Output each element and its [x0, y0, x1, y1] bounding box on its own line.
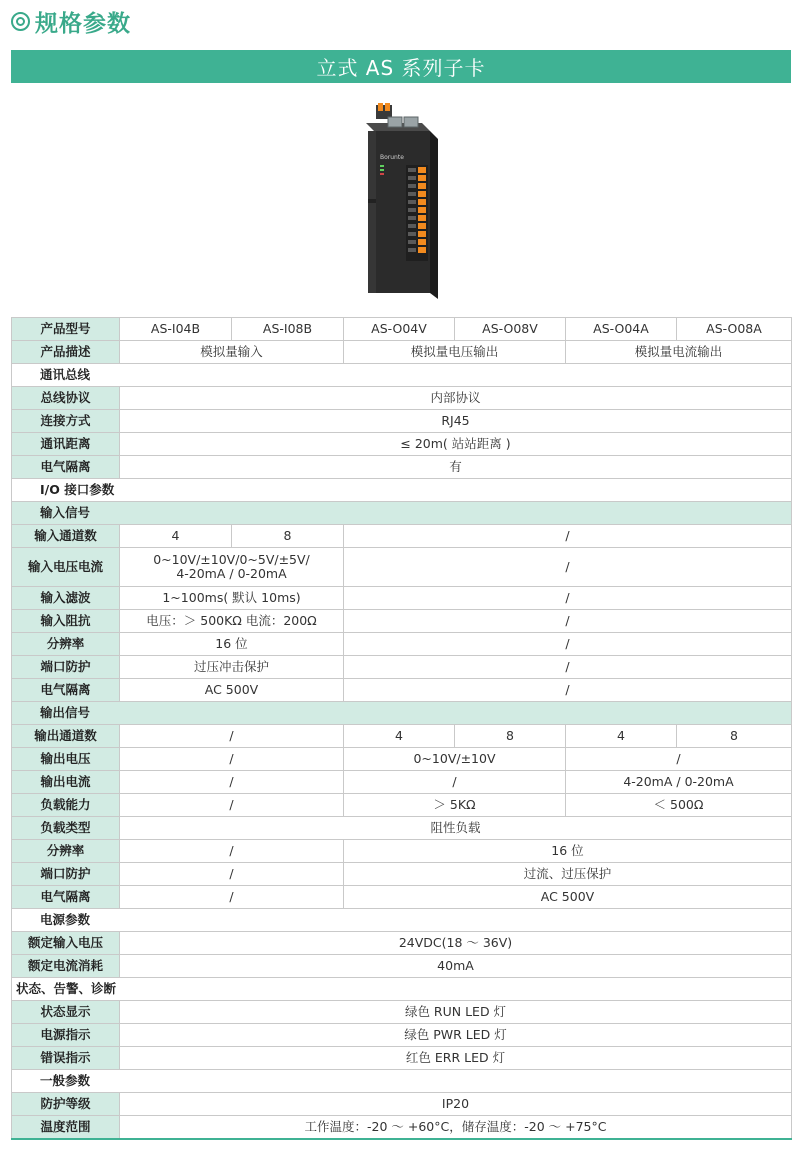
value-cell: / [566, 748, 792, 771]
value-cell: ＜ 500Ω [566, 794, 792, 817]
table-row [12, 525, 792, 548]
row-label: 额定电流消耗 [12, 955, 120, 978]
value-cell: / [344, 771, 566, 794]
value-cell: 16 位 [344, 840, 792, 863]
value-cell: 阻性负载 [120, 817, 792, 840]
value-cell: 8 [455, 725, 566, 748]
value-cell: / [344, 656, 792, 679]
row-label: 分辨率 [12, 840, 120, 863]
table-row [12, 1024, 792, 1047]
table-row [12, 1001, 792, 1024]
spec-table [11, 317, 792, 1140]
row-label: 总线协议 [12, 387, 120, 410]
page-heading [11, 5, 131, 37]
section-row [12, 978, 792, 1001]
table-row [12, 679, 792, 702]
row-label: 输出电压 [12, 748, 120, 771]
value-cell: 有 [120, 456, 792, 479]
page-title: 规格参数 [35, 10, 131, 37]
value-cell: 电压：＞ 500KΩ 电流：200Ω [120, 610, 344, 633]
value-cell: / [120, 794, 344, 817]
table-row [12, 932, 792, 955]
row-label: 状态显示 [12, 1001, 120, 1024]
row-label: 负载能力 [12, 794, 120, 817]
section-row [12, 364, 792, 387]
table-row [12, 433, 792, 456]
table-row [12, 410, 792, 433]
value-cell: IP20 [120, 1093, 792, 1116]
section-row [12, 909, 792, 932]
value-cell: / [344, 610, 792, 633]
value-cell: ≤ 20m( 站站距离 ) [120, 433, 792, 456]
value-cell: ＞ 5KΩ [344, 794, 566, 817]
subsection-title: 输出信号 [12, 702, 792, 725]
table-row [12, 633, 792, 656]
table-row [12, 748, 792, 771]
model-cell: AS-O08V [455, 318, 566, 341]
value-cell: 8 [677, 725, 792, 748]
value-cell [120, 548, 344, 587]
row-label: 通讯距离 [12, 433, 120, 456]
row-label: 输入电压电流 [12, 548, 120, 587]
table-row [12, 794, 792, 817]
value-cell: 红色 ERR LED 灯 [120, 1047, 792, 1070]
model-cell: AS-O08A [677, 318, 792, 341]
value-cell: / [344, 633, 792, 656]
section-title: I/O 接口参数 [12, 479, 792, 502]
value-cell: 内部协议 [120, 387, 792, 410]
model-cell: AS-O04V [344, 318, 455, 341]
value-cell: 过压冲击保护 [120, 656, 344, 679]
value-cell: / [120, 840, 344, 863]
value-cell: 工作温度：-20 ～ +60°C，储存温度：-20 ～ +75°C [120, 1116, 792, 1139]
row-label: 产品型号 [12, 318, 120, 341]
value-cell: / [344, 587, 792, 610]
row-label: 连接方式 [12, 410, 120, 433]
row-label: 端口防护 [12, 863, 120, 886]
row-label: 输入通道数 [12, 525, 120, 548]
section-row [12, 1070, 792, 1093]
model-cell: AS-O04A [566, 318, 677, 341]
row-label: 端口防护 [12, 656, 120, 679]
value-cell: 4 [566, 725, 677, 748]
row-label: 输出电流 [12, 771, 120, 794]
row-label: 温度范围 [12, 1116, 120, 1139]
row-label: 电源指示 [12, 1024, 120, 1047]
row-label: 输入滤波 [12, 587, 120, 610]
value-cell: RJ45 [120, 410, 792, 433]
brand-label: Borunte [380, 154, 404, 161]
table-row [12, 656, 792, 679]
table-row [12, 955, 792, 978]
table-row [12, 341, 792, 364]
row-label: 产品描述 [12, 341, 120, 364]
table-row [12, 1093, 792, 1116]
value-cell: 模拟量输入 [120, 341, 344, 364]
value-cell: 24VDC(18 ～ 36V) [120, 932, 792, 955]
value-cell: / [120, 886, 344, 909]
product-image [362, 103, 442, 303]
value-cell: / [344, 548, 792, 587]
row-label: 错误指示 [12, 1047, 120, 1070]
subsection-row [12, 702, 792, 725]
value-cell: 绿色 RUN LED 灯 [120, 1001, 792, 1024]
value-cell: 1~100ms( 默认 10ms) [120, 587, 344, 610]
value-cell: / [120, 771, 344, 794]
value-cell: / [344, 679, 792, 702]
table-row [12, 817, 792, 840]
value-cell: 模拟量电流输出 [566, 341, 792, 364]
table-row [12, 587, 792, 610]
table-row [12, 318, 792, 341]
value-cell: / [120, 748, 344, 771]
row-label: 电气隔离 [12, 886, 120, 909]
section-title: 一般参数 [12, 1070, 792, 1093]
table-row [12, 725, 792, 748]
model-cell: AS-I08B [232, 318, 344, 341]
table-row [12, 456, 792, 479]
series-banner: 立式 AS 系列子卡 [11, 50, 791, 83]
row-label: 负载类型 [12, 817, 120, 840]
value-cell: AC 500V [120, 679, 344, 702]
section-title: 电源参数 [12, 909, 792, 932]
section-row [12, 479, 792, 502]
table-row [12, 840, 792, 863]
row-label: 电气隔离 [12, 456, 120, 479]
value-cell: 40mA [120, 955, 792, 978]
value-cell: 模拟量电压输出 [344, 341, 566, 364]
model-cell: AS-I04B [120, 318, 232, 341]
value-cell: 0~10V/±10V [344, 748, 566, 771]
table-row [12, 610, 792, 633]
row-label: 额定输入电压 [12, 932, 120, 955]
row-label: 输出通道数 [12, 725, 120, 748]
value-cell: 4 [344, 725, 455, 748]
value-cell: 8 [232, 525, 344, 548]
value-cell: / [344, 525, 792, 548]
value-cell: 16 位 [120, 633, 344, 656]
value-cell: AC 500V [344, 886, 792, 909]
row-label: 分辨率 [12, 633, 120, 656]
table-row [12, 548, 792, 587]
value-cell: / [120, 725, 344, 748]
row-label: 输入阻抗 [12, 610, 120, 633]
table-row [12, 1116, 792, 1139]
value-cell: 4-20mA / 0-20mA [566, 771, 792, 794]
table-row [12, 1047, 792, 1070]
value-cell: / [120, 863, 344, 886]
row-label: 电气隔离 [12, 679, 120, 702]
value-cell: 过流、过压保护 [344, 863, 792, 886]
table-row [12, 886, 792, 909]
value-line: 4-20mA / 0-20mA [176, 566, 287, 581]
table-row [12, 863, 792, 886]
row-label: 防护等级 [12, 1093, 120, 1116]
value-line: 0~10V/±10V/0~5V/±5V/ [153, 552, 310, 567]
table-row [12, 771, 792, 794]
subsection-row [12, 502, 792, 525]
section-title: 状态、告警、诊断 [12, 978, 792, 1001]
circle-bullet-icon [11, 12, 30, 31]
section-title: 通讯总线 [12, 364, 792, 387]
table-row [12, 387, 792, 410]
value-cell: 绿色 PWR LED 灯 [120, 1024, 792, 1047]
value-cell: 4 [120, 525, 232, 548]
subsection-title: 输入信号 [12, 502, 792, 525]
